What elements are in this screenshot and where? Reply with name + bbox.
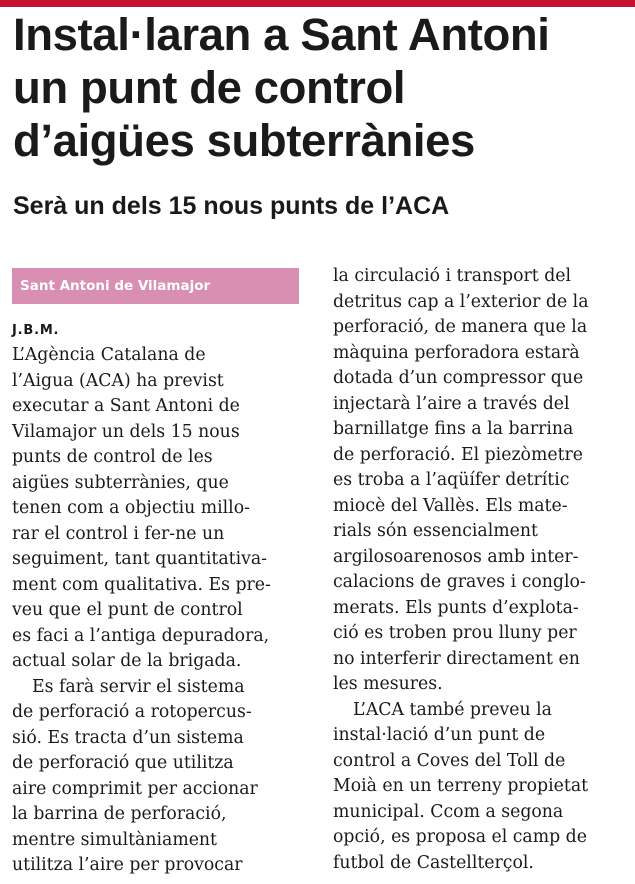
text-line: de perforació a rotopercus- — [12, 702, 252, 722]
text-line: la circulació i transport del — [333, 266, 572, 286]
text-line: argilosoarenosos amb inter- — [333, 546, 579, 567]
text-line: mentre simultàniament — [12, 829, 218, 850]
article-column-left — [12, 343, 312, 879]
text-line: l’Aigua (ACA) ha previst — [12, 370, 224, 391]
text-line: veu que el punt de control — [12, 600, 243, 620]
text-line: aigües subterrànies, que — [12, 472, 229, 493]
text-line: rar el control i fer-ne un — [12, 523, 225, 544]
headline — [13, 8, 628, 167]
byline: J.B.M. — [12, 323, 60, 338]
text-line: barnillatge fins a la barrina — [333, 419, 574, 439]
section-tag: Sant Antoni de Vilamajor — [12, 268, 299, 304]
text-line: les mesures. — [333, 674, 443, 694]
text-line: punts de control de les — [12, 447, 213, 467]
headline-line: Instal·laran a Sant Antoni — [13, 9, 550, 60]
text-line: executar a Sant Antoni de — [12, 396, 240, 416]
text-line: injectarà l’aire a través del — [333, 393, 570, 414]
text-line: municipal. Ccom a segona — [333, 801, 564, 822]
text-line: es troba a l’aqüífer detrític — [333, 470, 570, 490]
text-line: futbol de Castellterçol. — [333, 852, 534, 873]
text-line: Es farà servir el sistema — [32, 676, 245, 697]
headline-line: d’aigües subterrànies — [13, 115, 475, 166]
text-line: perforació, de manera que la — [333, 317, 588, 337]
text-line: aire comprimit per accionar — [12, 778, 258, 799]
text-line: utilitza l’aire per provocar — [12, 855, 243, 875]
text-line: Moià en un terreny propietat — [333, 776, 589, 796]
text-line: de perforació que utilitza — [12, 753, 234, 773]
text-line: opció, es proposa el camp de — [333, 827, 587, 847]
text-line: de perforació. El piezòmetre — [333, 444, 583, 465]
text-line: rials són essencialment — [333, 521, 538, 541]
text-line: control a Coves del Toll de — [333, 750, 566, 771]
text-line: miocè del Vallès. Els mate- — [333, 495, 568, 516]
text-line: instal·lació d’un punt de — [333, 725, 546, 745]
text-line: Vilamajor un dels 15 nous — [12, 421, 240, 442]
text-line: la barrina de perforació, — [12, 804, 227, 824]
text-line: actual solar de la brigada. — [12, 651, 242, 671]
text-line: dotada d’un compressor que — [333, 368, 584, 388]
text-line: seguiment, tant quantitativa- — [12, 549, 268, 569]
text-line: es faci a l’antiga depuradora, — [12, 625, 270, 646]
text-line: L’Agència Catalana de — [12, 345, 206, 365]
text-line: merats. Els punts d’explota- — [333, 597, 579, 618]
text-line: no interferir directament en — [333, 648, 580, 669]
text-line: ció es troben prou lluny per — [333, 623, 577, 643]
subheadline: Serà un dels 15 nous punts de l’ACA — [13, 192, 450, 220]
text-line: màquina perforadora estarà — [333, 342, 580, 363]
text-line: L’ACA també preveu la — [353, 699, 552, 720]
headline-line: un punt de control — [13, 62, 406, 113]
article-column-right — [333, 264, 633, 876]
top-accent-bar — [0, 0, 635, 7]
text-line: detritus cap a l’exterior de la — [333, 291, 589, 312]
text-line: ment com qualitativa. Es pre- — [12, 574, 271, 595]
text-line: sió. Es tracta d’un sistema — [12, 727, 244, 748]
text-line: tenen com a objectiu millo- — [12, 498, 250, 518]
text-line: calacions de graves i conglo- — [333, 572, 586, 592]
